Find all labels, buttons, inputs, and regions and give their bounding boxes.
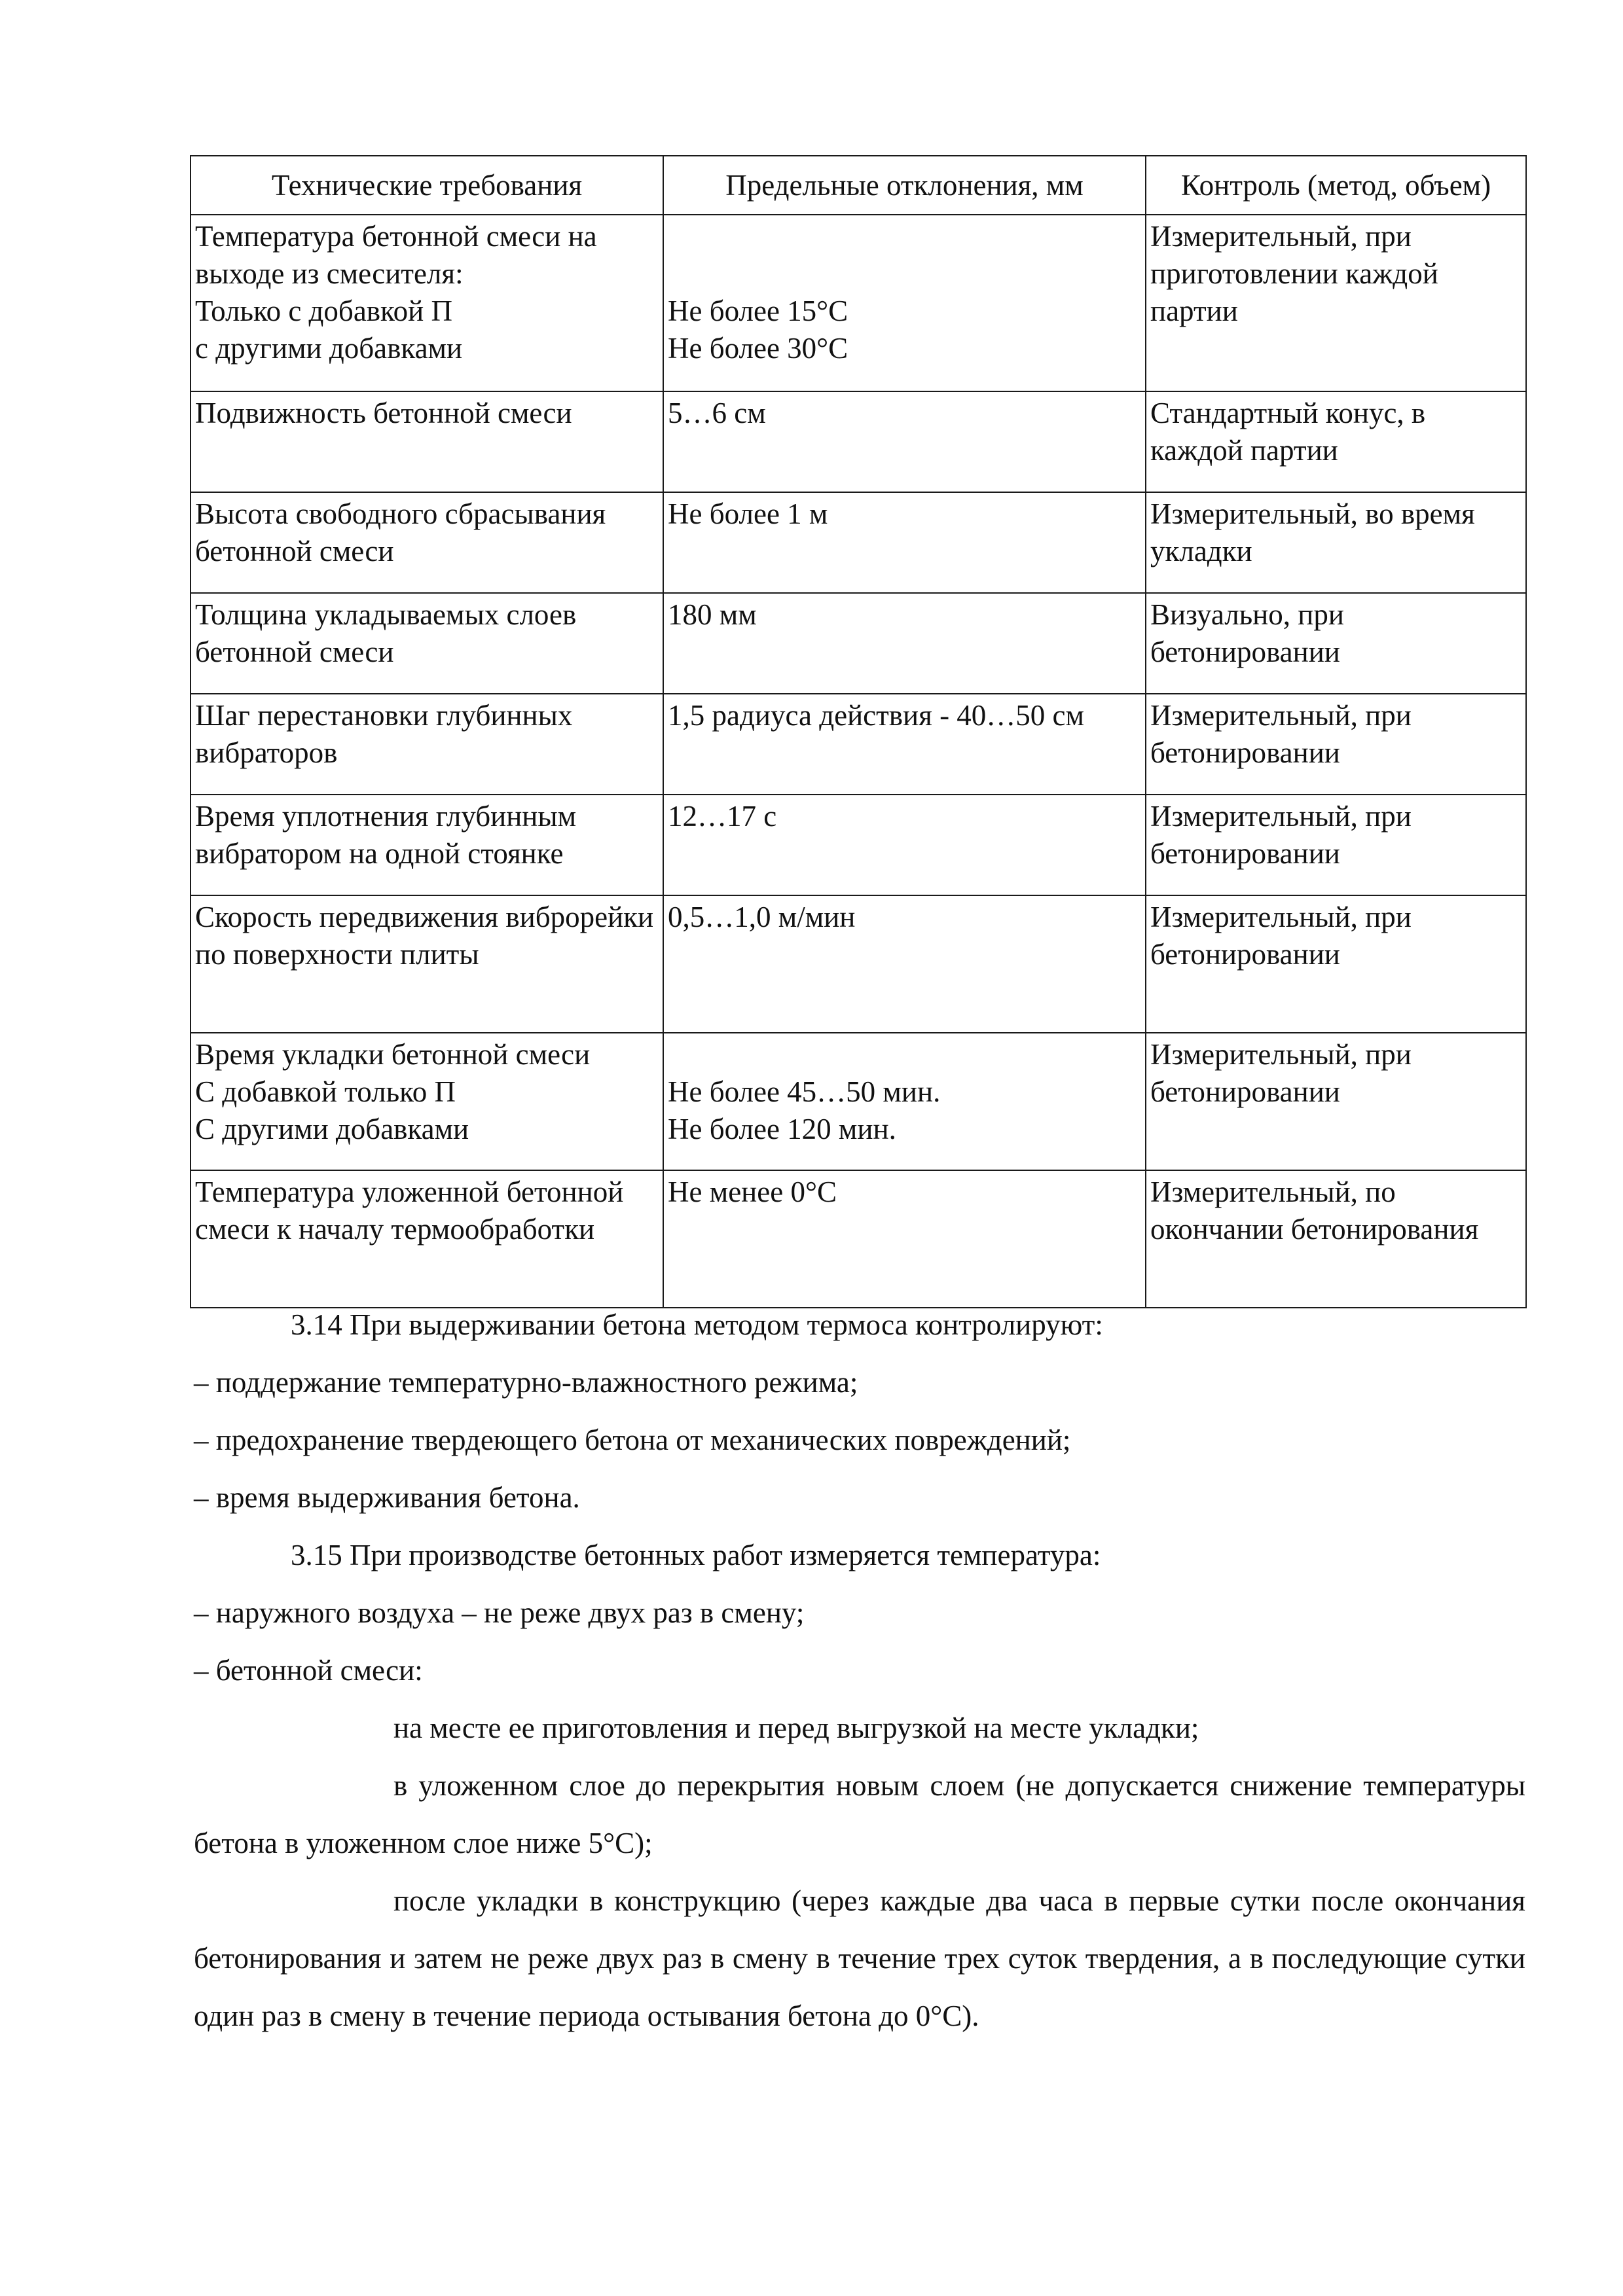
sub-item: на месте ее приготовления и перед выгрузкой на месте укладки; bbox=[393, 1712, 1199, 1744]
cell-requirement: Время уплотнения глубинным вибратором на одной стоянке bbox=[191, 795, 663, 895]
list-item: – поддержание температурно-влажностного режима; bbox=[194, 1366, 858, 1399]
cell-deviation: Не более 15°С Не более 30°С bbox=[663, 215, 1146, 391]
cell-requirement: Температура бетонной смеси на выходе из смесителя: Только с добавкой П с другими добавками bbox=[191, 215, 663, 391]
cell-deviation: Не более 1 м bbox=[663, 492, 1146, 593]
list-item: – наружного воздуха – не реже двух раз в смену; bbox=[194, 1596, 805, 1629]
table-row bbox=[191, 215, 1526, 391]
table-row bbox=[191, 694, 1526, 795]
list-item: – время выдерживания бетона. bbox=[194, 1481, 580, 1514]
cell-control: Измерительный, во время укладки bbox=[1146, 492, 1526, 593]
cell-deviation: 180 мм bbox=[663, 593, 1146, 694]
cell-control: Стандартный конус, в каждой партии bbox=[1146, 391, 1526, 492]
table-row bbox=[191, 795, 1526, 895]
table-header-row bbox=[191, 156, 1526, 215]
cell-deviation: 5…6 см bbox=[663, 391, 1146, 492]
paragraph-3-14: 3.14 При выдерживании бетона методом термоса контролируют: bbox=[291, 1308, 1103, 1341]
table-row bbox=[191, 895, 1526, 1033]
cell-deviation: 1,5 радиуса действия - 40…50 см bbox=[663, 694, 1146, 795]
cell-deviation: Не менее 0°С bbox=[663, 1170, 1146, 1308]
table-row bbox=[191, 1033, 1526, 1170]
cell-control: Измерительный, при бетонировании bbox=[1146, 895, 1526, 1033]
table-row bbox=[191, 391, 1526, 492]
list-item: – бетонной смеси: bbox=[194, 1654, 423, 1687]
header-control: Контроль (метод, объем) bbox=[1146, 156, 1526, 215]
cell-requirement: Подвижность бетонной смеси bbox=[191, 391, 663, 492]
cell-requirement: Толщина укладываемых слоев бетонной смеси bbox=[191, 593, 663, 694]
cell-requirement: Скорость передвижения виброрейки по поверхности плиты bbox=[191, 895, 663, 1033]
header-deviations: Предельные отклонения, мм bbox=[663, 156, 1146, 215]
requirements-table bbox=[190, 155, 1527, 1308]
cell-control: Измерительный, по окончании бетонирования bbox=[1146, 1170, 1526, 1308]
cell-deviation: Не более 45…50 мин. Не более 120 мин. bbox=[663, 1033, 1146, 1170]
sub-item: в уложенном слое до перекрытия новым слоем (не допускается снижение температуры бетона в уложенном слое ниже 5°С); bbox=[194, 1769, 1525, 1859]
body-text bbox=[194, 1296, 1525, 2045]
list-item: – предохранение твердеющего бетона от механических повреждений; bbox=[194, 1424, 1071, 1456]
sub-item: после укладки в конструкцию (через каждые два часа в первые сутки после окончания бетонирования и затем не реже двух раз в смену в течение трех суток твердения, а в последующие сутки один раз в смену в течение периода остывания бетона до 0°С). bbox=[194, 1884, 1525, 2032]
cell-requirement: Время укладки бетонной смеси С добавкой только П С другими добавками bbox=[191, 1033, 663, 1170]
cell-deviation: 12…17 с bbox=[663, 795, 1146, 895]
cell-requirement: Шаг перестановки глубинных вибраторов bbox=[191, 694, 663, 795]
table-row bbox=[191, 492, 1526, 593]
table-row bbox=[191, 1170, 1526, 1308]
cell-control: Визуально, при бетонировании bbox=[1146, 593, 1526, 694]
cell-requirement: Высота свободного сбрасывания бетонной смеси bbox=[191, 492, 663, 593]
cell-control: Измерительный, при бетонировании bbox=[1146, 694, 1526, 795]
cell-control: Измерительный, при приготовлении каждой партии bbox=[1146, 215, 1526, 391]
table-row bbox=[191, 593, 1526, 694]
cell-deviation: 0,5…1,0 м/мин bbox=[663, 895, 1146, 1033]
cell-control: Измерительный, при бетонировании bbox=[1146, 795, 1526, 895]
cell-control: Измерительный, при бетонировании bbox=[1146, 1033, 1526, 1170]
header-requirements: Технические требования bbox=[191, 156, 663, 215]
paragraph-3-15: 3.15 При производстве бетонных работ измеряется температура: bbox=[291, 1539, 1101, 1571]
cell-requirement: Температура уложенной бетонной смеси к началу термообработки bbox=[191, 1170, 663, 1308]
